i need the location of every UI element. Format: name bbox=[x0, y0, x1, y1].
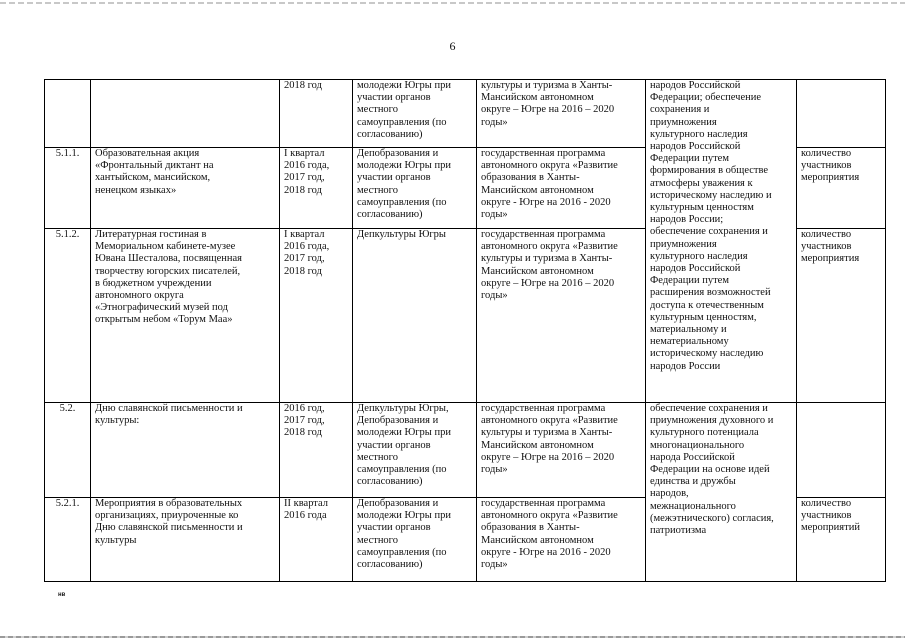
event-term: I квартал 2016 года, 2017 год, 2018 год bbox=[280, 148, 353, 229]
event-responsible: Депкультуры Югры, Депобразования и молодежи Югры при участии органов местного самоуправления (по согласованию) bbox=[353, 403, 477, 498]
footer-mark: нв bbox=[58, 592, 66, 598]
event-indicator: количество участников мероприятий bbox=[797, 498, 886, 582]
event-program: государственная программа автономного округа «Развитие культуры и туризма в Ханты- Мансийском автономном округе – Югре на 2016 – 2020 годы» bbox=[477, 403, 646, 498]
event-name: Образовательная акция «Фронтальный диктант на хантыйском, мансийском, ненецком языках» bbox=[91, 148, 280, 229]
event-indicator bbox=[797, 80, 886, 148]
row-number: 5.2.1. bbox=[45, 498, 91, 582]
row-number: 5.1.1. bbox=[45, 148, 91, 229]
event-name: Дню славянской письменности и культуры: bbox=[91, 403, 280, 498]
event-indicator: количество участников мероприятия bbox=[797, 229, 886, 403]
event-term: I квартал 2016 года, 2017 год, 2018 год bbox=[280, 229, 353, 403]
event-name: Литературная гостиная в Мемориальном кабинете-музее Ювана Шесталова, посвященная творчеству югорских писателей, в бюджетном учреждении автономного округа «Этнографический музей под открытым небом «Торум Маа» bbox=[91, 229, 280, 403]
row-number bbox=[45, 80, 91, 148]
event-responsible: Депобразования и молодежи Югры при участии органов местного самоуправления (по согласованию) bbox=[353, 498, 477, 582]
scan-edge-bottom bbox=[0, 636, 905, 638]
event-program: государственная программа автономного округа «Развитие культуры и туризма в Ханты- Мансийском автономном округе – Югре на 2016 – 2020 годы» bbox=[477, 229, 646, 403]
event-term: II квартал 2016 года bbox=[280, 498, 353, 582]
page-number: 6 bbox=[449, 39, 456, 53]
table-row bbox=[45, 80, 886, 148]
event-program: государственная программа автономного округа «Развитие образования в Ханты- Мансийском автономном округе - Югре на 2016 - 2020 годы» bbox=[477, 148, 646, 229]
row-number: 5.1.2. bbox=[45, 229, 91, 403]
event-name: Мероприятия в образовательных организациях, приуроченные ко Дню славянской письменности и культуры bbox=[91, 498, 280, 582]
event-term: 2018 год bbox=[280, 80, 353, 148]
event-indicator bbox=[797, 403, 886, 498]
event-name bbox=[91, 80, 280, 148]
goal-cell: народов Российской Федерации; обеспечение сохранения и приумножения культурного наследия народов Российской Федерации путем формирования в обществе атмосферы уважения к историческому наследию и культурным ценностям народов России; обеспечение сохранения и приумножения культурного наследия народов Российской Федерации путем расширения возможностей доступа к отечественным культурным ценностям, материальному и нематериальному историческому наследию народов России bbox=[646, 80, 797, 403]
event-responsible: Депкультуры Югры bbox=[353, 229, 477, 403]
event-program: культуры и туризма в Ханты- Мансийском автономном округе – Югре на 2016 – 2020 годы» bbox=[477, 80, 646, 148]
goal-cell: обеспечение сохранения и приумножения духовного и культурного потенциала многонационального народа Российской Федерации на основе идей единства и дружбы народов, межнационального (межэтнического) согласия, патриотизма bbox=[646, 403, 797, 582]
event-indicator: количество участников мероприятия bbox=[797, 148, 886, 229]
program-table bbox=[44, 79, 886, 582]
event-term: 2016 год, 2017 год, 2018 год bbox=[280, 403, 353, 498]
scan-edge-top bbox=[0, 2, 905, 4]
row-number: 5.2. bbox=[45, 403, 91, 498]
event-responsible: молодежи Югры при участии органов местного самоуправления (по согласованию) bbox=[353, 80, 477, 148]
event-responsible: Депобразования и молодежи Югры при участии органов местного самоуправления (по согласованию) bbox=[353, 148, 477, 229]
table-row bbox=[45, 403, 886, 498]
event-program: государственная программа автономного округа «Развитие образования в Ханты- Мансийском автономном округе - Югре на 2016 - 2020 годы» bbox=[477, 498, 646, 582]
